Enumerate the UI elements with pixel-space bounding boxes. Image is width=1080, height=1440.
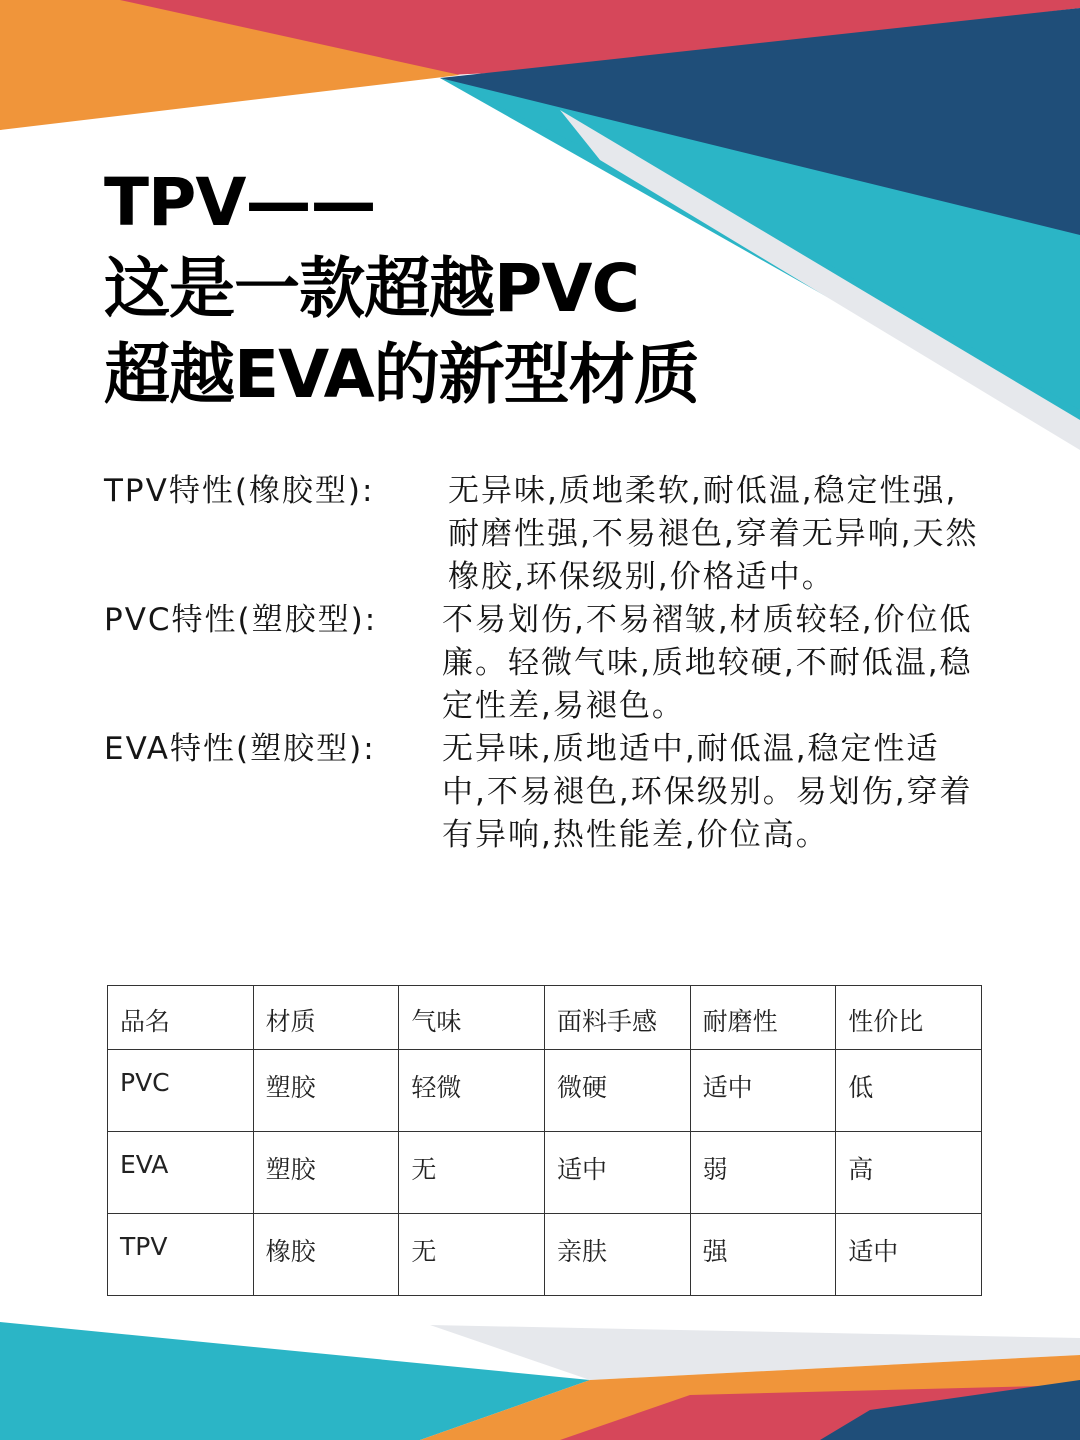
- table-cell: 塑胶: [253, 1050, 399, 1132]
- table-cell: 适中: [544, 1132, 690, 1214]
- table-cell: 无: [399, 1132, 545, 1214]
- table-cell: 高: [836, 1132, 982, 1214]
- feature-text-pvc: 不易划伤,不易褶皱,材质较轻,价位低廉。轻微气味,质地较硬,不耐低温,稳定性差,易褪色。: [442, 602, 973, 724]
- table-header-row: [108, 986, 982, 1050]
- title-line-3: 超越EVA的新型材质: [104, 336, 699, 413]
- feature-label-pvc: PVC特性(塑胶型):: [104, 602, 378, 638]
- comparison-table: [107, 985, 982, 1296]
- title-line-2: 这是一款超越PVC: [104, 250, 639, 327]
- feature-list: [104, 470, 984, 857]
- header-cell-name: 品名: [108, 986, 254, 1050]
- table-cell: TPV: [108, 1214, 254, 1296]
- feature-label-tpv: TPV特性(橡胶型):: [104, 473, 375, 509]
- table-cell: 适中: [836, 1214, 982, 1296]
- table-body: [108, 1050, 982, 1296]
- table-cell: 低: [836, 1050, 982, 1132]
- feature-label-eva: EVA特性(塑胶型):: [104, 731, 376, 767]
- feature-text-eva: 无异味,质地适中,耐低温,稳定性适中,不易褪色,环保级别。易划伤,穿着有异响,热性能差,价位高。: [442, 731, 973, 853]
- table-cell: 微硬: [544, 1050, 690, 1132]
- table-cell: 强: [690, 1214, 836, 1296]
- table-cell: 亲肤: [544, 1214, 690, 1296]
- table-cell: 轻微: [399, 1050, 545, 1132]
- feature-item-tpv: [104, 470, 984, 599]
- table-cell: EVA: [108, 1132, 254, 1214]
- header-cell-material: 材质: [253, 986, 399, 1050]
- table-row: [108, 1132, 982, 1214]
- header-cell-odor: 气味: [399, 986, 545, 1050]
- page-title: [104, 160, 699, 418]
- header-cell-wear: 耐磨性: [690, 986, 836, 1050]
- table-header: [108, 986, 982, 1050]
- header-cell-value: 性价比: [836, 986, 982, 1050]
- table-cell: 橡胶: [253, 1214, 399, 1296]
- table-cell: 塑胶: [253, 1132, 399, 1214]
- table-cell: PVC: [108, 1050, 254, 1132]
- feature-text-tpv: 无异味,质地柔软,耐低温,稳定性强,耐磨性强,不易褪色,穿着无异响,天然橡胶,环保级别,价格适中。: [448, 473, 979, 595]
- header-cell-feel: 面料手感: [544, 986, 690, 1050]
- table-row: [108, 1050, 982, 1132]
- table-cell: 弱: [690, 1132, 836, 1214]
- feature-item-eva: [104, 728, 984, 857]
- table-row: [108, 1214, 982, 1296]
- table-cell: 无: [399, 1214, 545, 1296]
- table-cell: 适中: [690, 1050, 836, 1132]
- title-line-1: TPV——: [104, 164, 376, 241]
- feature-item-pvc: [104, 599, 984, 728]
